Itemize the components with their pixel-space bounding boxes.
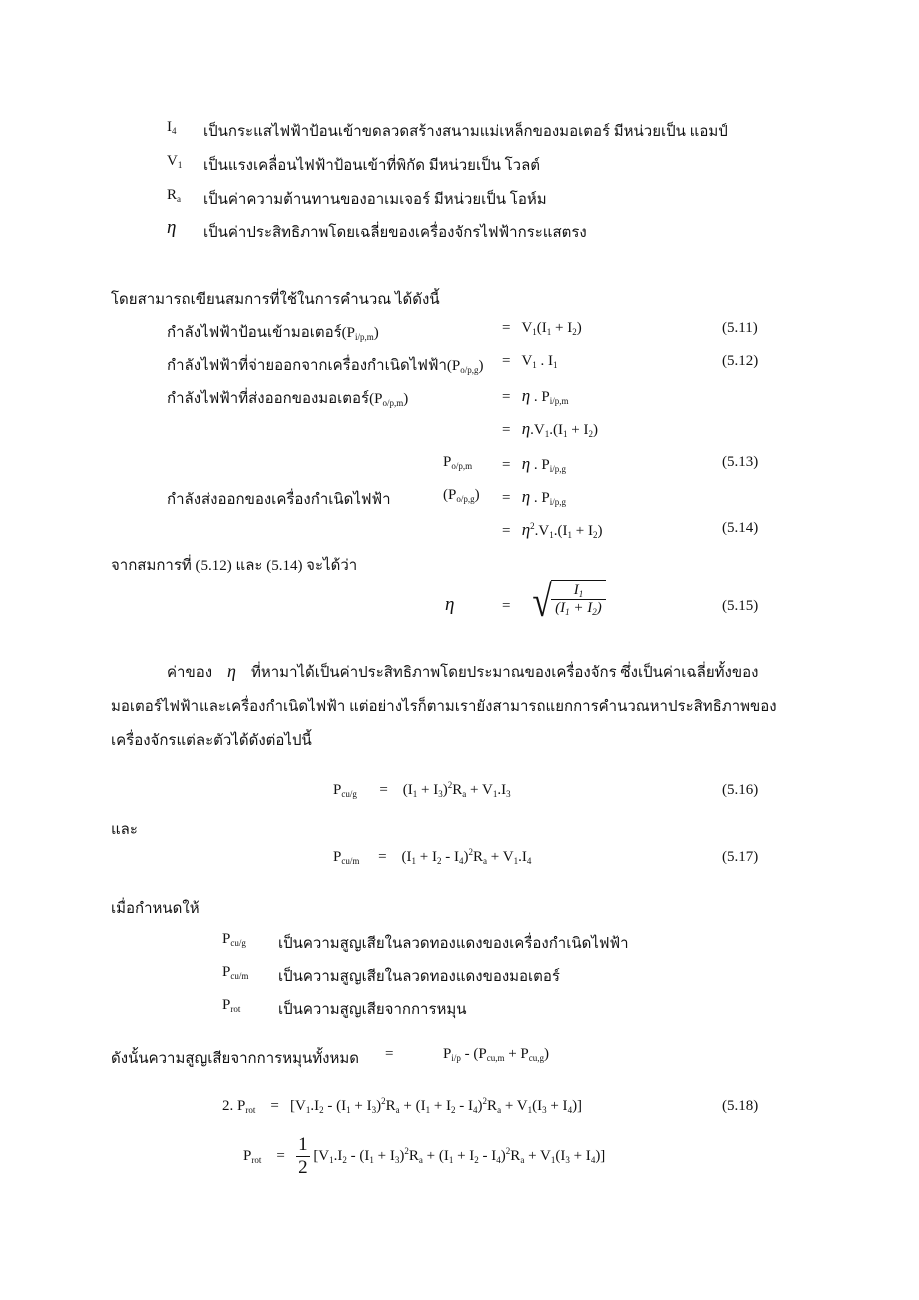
eq-517: $P_{cu/m}$ = $(I_1 + I_2 - I_4)^2R_a + V_1.I_4$ [333,847,532,866]
eq-515-lhs: η [445,594,455,615]
def-v1-symbol: $V_1$ [167,153,183,170]
eq-517-number: (5.17) [722,849,759,865]
paragraph-line-1: ค่าของ η ที่หามาได้เป็นค่าประสิทธิภาพโดยประมาณของเครื่องจักร ซึ่งเป็นค่าเฉลี่ยทั้งของ [167,661,759,681]
eq-515-number: (5.15) [722,598,759,614]
eq-512-label: กำลังไฟฟ้าที่จ่ายออกจากเครื่องกำเนิดไฟฟ้า$(P_{o/p,g})$ [167,358,484,375]
eq-515-rhs: √ $\frac{I_1}{(I_1 + I_2)}$ [530,580,606,624]
when-text: เมื่อกำหนดให้ [111,901,200,917]
eq-518-line-2: $P_{rot}$ = $\frac{1}{2}$ $[V_1.I_2 - (I_1 + I_3)^2R_a + (I_1 + I_2 - I_4)^2R_a + V_1(I_3 + I_4)]$ [243,1134,606,1178]
paragraph-line-2: มอเตอร์ไฟฟ้าและเครื่องกำเนิดไฟฟ้า แต่อย่างไรก็ตามเรายังสามารถแยกการคำนวณหาประสิทธิภาพของ [111,699,777,715]
eq-518-number: (5.18) [722,1098,759,1114]
def-ra-text: เป็นค่าความต้านทานของอาเมเจอร์ มีหน่วยเป็น โอห์ม [203,192,547,208]
from-text: จากสมการที่ (5.12) และ (5.14) จะได้ว่า [111,558,358,574]
total-loss-rhs: $P_{i/p} - (P_{cu,m} + P_{cu,g})$ [443,1046,550,1063]
eq-513-rhs-1: = η . $P_{i/p,m}$ [502,386,569,406]
eq-513-lhs: $P_{o/p,m}$ [443,454,473,471]
eq-513-label: กำลังไฟฟ้าที่ส่งออกของมอเตอร์$(P_{o/p,m})$ [167,391,409,408]
def-eta-symbol: η [167,217,177,238]
eq-515-equals: = [502,598,511,614]
eq-512-number: (5.12) [722,353,759,369]
eq-512-rhs: = $V_1$ . $I_1$ [502,353,558,370]
def-eta-text: เป็นค่าประสิทธิภาพโดยเฉลี่ยของเครื่องจักรไฟฟ้ากระแสตรง [203,225,587,241]
eq-511-number: (5.11) [722,320,758,336]
eq-514-rhs-1: = η . $P_{i/p,g}$ [502,487,567,507]
def-prot-symbol: $P_{rot}$ [222,997,241,1014]
def-pcum-text: เป็นความสูญเสียในลวดทองแดงของมอเตอร์ [278,969,560,985]
def-i4-text: เป็นกระแสไฟฟ้าป้อนเข้าขดลวดสร้างสนามแม่เหล็กของมอเตอร์ มีหน่วยเป็น แอมป์ [203,124,728,140]
eq-514-number: (5.14) [722,520,759,536]
eq-513-rhs-3: = η . $P_{i/p,g}$ [502,454,567,474]
eq-511-rhs: = $V_1(I_1 + I_2)$ [502,320,582,337]
eq-514-lhs: $(P_{o/p,g})$ [443,487,480,504]
intro-text: โดยสามารถเขียนสมการที่ใช้ในการคำนวณ ได้ดังนี้ [111,292,440,308]
def-ra-symbol: $R_a$ [167,187,182,204]
eq-514-rhs-2: = $\eta^2.V_1.(I_1 + I_2)$ [502,520,603,540]
eq-513-rhs-2: = $\eta.V_1.(I_1 + I_2)$ [502,419,598,439]
and-text: และ [111,822,138,838]
def-pcug-symbol: $P_{cu/g}$ [222,931,246,948]
eq-511-label: กำลังไฟฟ้าป้อนเข้ามอเตอร์$(P_{i/p,m})$ [167,325,379,342]
paragraph-line-3: เครื่องจักรแต่ละตัวได้ดังต่อไปนี้ [111,733,312,749]
eq-514-label: กำลังส่งออกของเครื่องกำเนิดไฟฟ้า [167,492,391,508]
eq-516-number: (5.16) [722,782,759,798]
total-loss-text: ดังนั้นความสูญเสียจากการหมุนทั้งหมด [111,1051,359,1067]
total-loss-equals: = [385,1046,394,1062]
def-prot-text: เป็นความสูญเสียจากการหมุน [278,1002,467,1018]
def-v1-text: เป็นแรงเคลื่อนไฟฟ้าป้อนเข้าที่พิกัด มีหน่วยเป็น โวลต์ [203,158,541,174]
def-pcug-text: เป็นความสูญเสียในลวดทองแดงของเครื่องกำเนิดไฟฟ้า [278,936,629,952]
def-pcum-symbol: $P_{cu/m}$ [222,964,249,981]
eq-513-number: (5.13) [722,454,759,470]
eq-518-line-1: 2. $P_{rot}$ = $[V_1.I_2 - (I_1 + I_3)^2R_a + (I_1 + I_2 - I_4)^2R_a + V_1(I_3 + I_4)]$ [222,1096,583,1115]
eq-516: $P_{cu/g}$ = $(I_1 + I_3)^2R_a + V_1.I_3$ [333,780,511,799]
def-i4-symbol: $I_4$ [167,119,177,136]
